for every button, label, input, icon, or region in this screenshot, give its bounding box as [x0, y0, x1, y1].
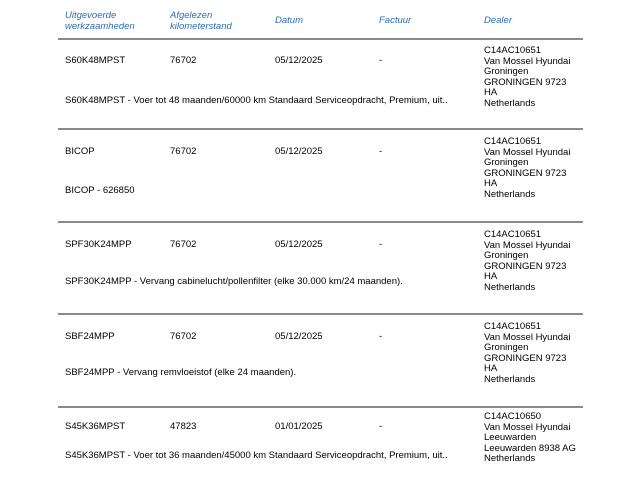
header-werkzaamheden: Uitgevoerde werkzaamheden — [65, 10, 135, 32]
row-km: 47823 — [170, 421, 197, 432]
row-description: BICOP - 626850 — [65, 185, 135, 196]
row-code: S45K36MPST — [65, 421, 126, 432]
table-header — [58, 0, 583, 40]
row-km: 76702 — [170, 146, 197, 157]
table-row — [58, 40, 583, 130]
row-code: SPF30K24MPP — [65, 239, 132, 250]
row-dealer: C14AC10651 Van Mossel Hyundai Groningen GRONINGEN 9723 HA Netherlands — [484, 136, 571, 200]
row-description: S60K48MPST - Voer tot 48 maanden/60000 km Standaard Serviceopdracht, Premium, uit.. — [65, 95, 448, 106]
row-factuur: - — [379, 239, 383, 250]
row-description: S45K36MPST - Voer tot 36 maanden/45000 km Standaard Serviceopdracht, Premium, uit.. — [65, 450, 448, 461]
table-row — [58, 223, 583, 315]
row-datum: 05/12/2025 — [275, 55, 323, 66]
table-row — [58, 408, 583, 484]
row-code: S60K48MPST — [65, 55, 126, 66]
row-datum: 05/12/2025 — [275, 239, 323, 250]
row-factuur: - — [379, 146, 383, 157]
row-dealer: C14AC10651 Van Mossel Hyundai Groningen GRONINGEN 9723 HA Netherlands — [484, 321, 571, 385]
header-datum: Datum — [275, 15, 303, 26]
row-dealer: C14AC10650 Van Mossel Hyundai Leeuwarden Leeuwarden 8938 AG Netherlands — [484, 411, 576, 464]
header-kilometerstand: Afgelezen kilometerstand — [170, 10, 232, 32]
row-km: 76702 — [170, 55, 197, 66]
row-datum: 05/12/2025 — [275, 331, 323, 342]
table-row — [58, 315, 583, 408]
row-description: SPF30K24MPP - Vervang cabinelucht/pollenfilter (elke 30.000 km/24 maanden). — [65, 276, 403, 287]
row-code: SBF24MPP — [65, 331, 115, 342]
row-factuur: - — [379, 55, 383, 66]
row-factuur: - — [379, 331, 383, 342]
row-km: 76702 — [170, 331, 197, 342]
row-dealer: C14AC10651 Van Mossel Hyundai Groningen GRONINGEN 9723 HA Netherlands — [484, 45, 571, 109]
row-datum: 05/12/2025 — [275, 146, 323, 157]
row-factuur: - — [379, 421, 383, 432]
row-code: BICOP — [65, 146, 95, 157]
table-row — [58, 130, 583, 223]
header-factuur: Factuur — [379, 15, 412, 26]
row-km: 76702 — [170, 239, 197, 250]
header-dealer: Dealer — [484, 15, 512, 26]
row-description: SBF24MPP - Vervang remvloeistof (elke 24 maanden). — [65, 367, 297, 378]
row-dealer: C14AC10651 Van Mossel Hyundai Groningen GRONINGEN 9723 HA Netherlands — [484, 229, 571, 293]
row-datum: 01/01/2025 — [275, 421, 323, 432]
service-history-table — [58, 0, 583, 484]
